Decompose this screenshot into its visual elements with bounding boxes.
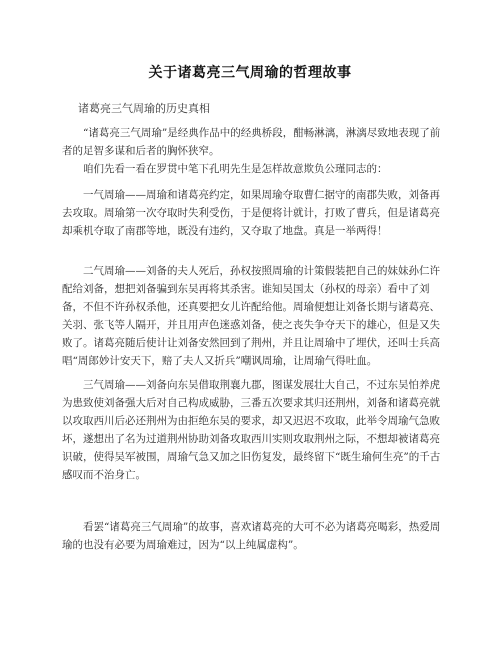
paragraph-first-anger: 一气周瑜——周瑜和诸葛亮约定，如果周瑜夺取曹仁据守的南郡失败，刘备再去攻取。周瑜第一次夺取时失利受伤，于是便将计就计，打败了曹兵，但是诸葛亮却乘机夺取了南郡等地，既没有违约，又夺取了地盘。真是一举两得！ [62,189,440,237]
paragraph-intro: “诸葛亮三气周瑜”是经典作品中的经典桥段，酣畅淋漓，淋漓尽致地表现了前者的足智多谋和后者的胸怀狭窄。 [62,127,441,157]
paragraph-conclusion: 看罢“诸葛亮三气周瑜”的故事，喜欢诸葛亮的大可不必为诸葛亮喝彩，热爱周瑜的也没有必要为周瑜难过，因为“以上纯属虚构”。 [62,521,441,551]
paragraph-second-anger: 二气周瑜——刘备的夫人死后，孙权按照周瑜的计策假装把自己的妹妹孙仁许配给刘备，想把刘备骗到东吴再将其杀害。谁知吴国太（孙权的母亲）看中了刘备，不但不许孙权杀他，还真要把女儿许配给他。周瑜便想让刘备长期与诸葛亮、关羽、张飞等人隔开，并且用声色迷惑刘备，使之丧失争夺天下的雄心，但是又失败了。诸葛亮随后使计让刘备安然回到了荆州，并且让周瑜中了埋伏，还叫士兵高唱“周郎妙计安天下，赔了夫人又折兵”嘲讽周瑜，让周瑜气得吐血。 [62,265,440,367]
document-title: 关于诸葛亮三气周瑜的哲理故事 [148,65,352,81]
document-subtitle: 诸葛亮三气周瑜的历史真相 [78,102,210,115]
paragraph-lead: 咱们先看一看在罗贯中笔下孔明先生是怎样故意欺负公瑾同志的： [83,163,388,175]
paragraph-third-anger: 三气周瑜——刘备向东吴借取荆襄九郡，图谋发展壮大自己，不过东吴怕养虎为患致使刘备强大后对自己构成威胁，三番五次要求其归还荆州，刘备和诸葛亮就以攻取西川后必还荆州为由拒绝东吴的要求，却又迟迟不攻取，此举令周瑜气急败坏，遂想出了名为过道荆州协助刘备攻取西川实则攻取荆州之际，不想却被诸葛亮识破，使得吴军被围，周瑜气急又加之旧伤复发，最终留下“既生瑜何生亮”的千古感叹而不治身亡。 [62,379,441,481]
